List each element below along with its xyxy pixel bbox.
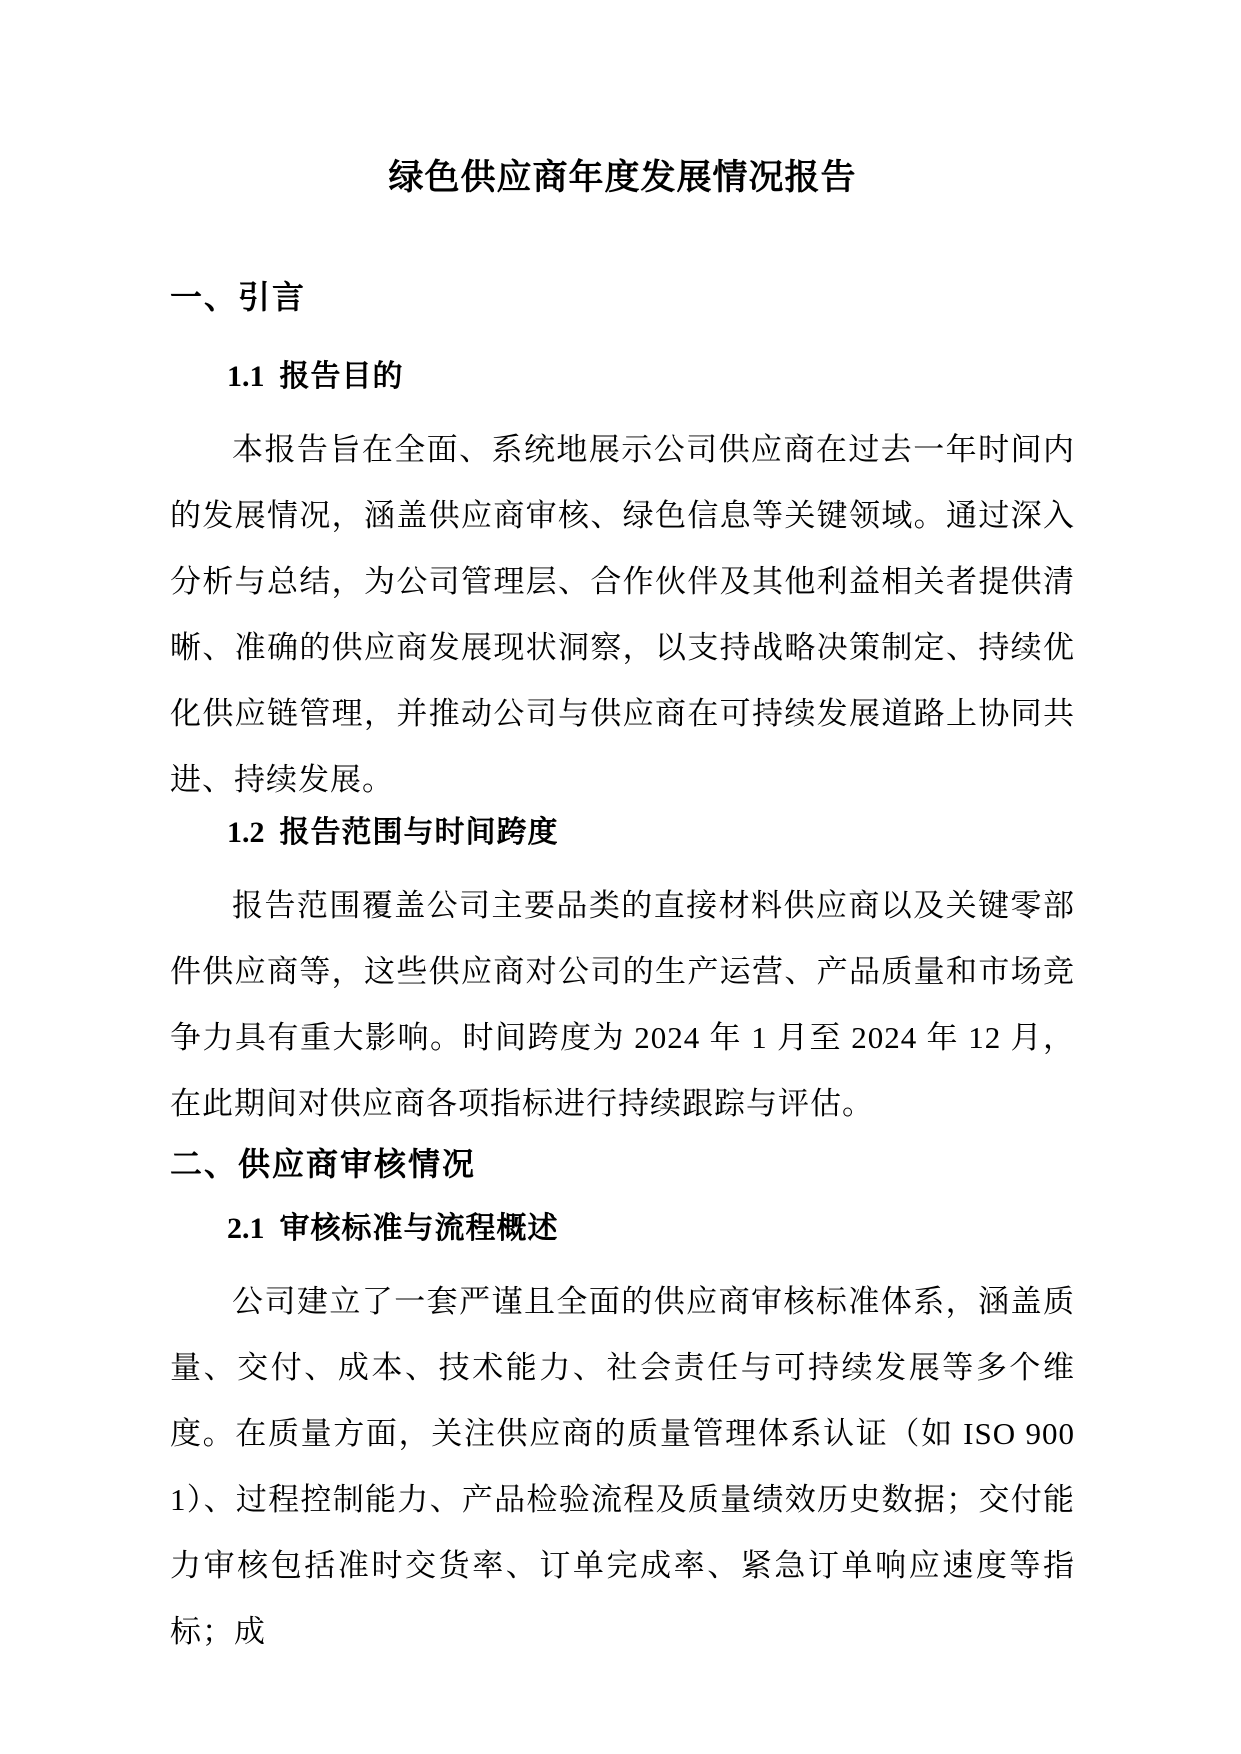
paragraph-report-scope: 报告范围覆盖公司主要品类的直接材料供应商以及关键零部件供应商等，这些供应商对公司的生产运营、产品质量和市场竞争力具有重大影响。时间跨度为 2024 年 1 月至 2024 年 12 月，在此期间对供应商各项指标进行持续跟踪与评估。 <box>170 888 1075 1121</box>
subsection-number: 1.2 <box>227 816 265 849</box>
document-title: 绿色供应商年度发展情况报告 <box>388 158 857 197</box>
chapter-heading-introduction: 一、引言 <box>170 279 307 315</box>
subsection-heading-report-purpose <box>170 359 1075 395</box>
subsection-title-text: 报告目的 <box>279 360 404 393</box>
subsection-heading-audit-standards <box>170 1211 1075 1247</box>
subsection-number: 2.1 <box>227 1212 265 1245</box>
subsection-number: 1.1 <box>227 360 265 393</box>
subsection-heading-report-scope <box>170 815 1075 851</box>
paragraph-audit-standards: 公司建立了一套严谨且全面的供应商审核标准体系，涵盖质量、交付、成本、技术能力、社会责任与可持续发展等多个维度。在质量方面，关注供应商的质量管理体系认证（如 ISO 9001）、过程控制能力、产品检验流程及质量绩效历史数据；交付能力审核包括准时交货率、订单完成率、紧急订单响应速度等指标；成 <box>170 1284 1075 1649</box>
subsection-title-text: 审核标准与流程概述 <box>279 1212 559 1245</box>
paragraph-report-purpose: 本报告旨在全面、系统地展示公司供应商在过去一年时间内的发展情况，涵盖供应商审核、绿色信息等关键领域。通过深入分析与总结，为公司管理层、合作伙伴及其他利益相关者提供清晰、准确的供应商发展现状洞察，以支持战略决策制定、持续优化供应链管理，并推动公司与供应商在可持续发展道路上协同共进、持续发展。 <box>170 432 1075 797</box>
chapter-heading-supplier-audit: 二、供应商审核情况 <box>170 1146 477 1182</box>
subsection-title-text: 报告范围与时间跨度 <box>279 816 559 849</box>
